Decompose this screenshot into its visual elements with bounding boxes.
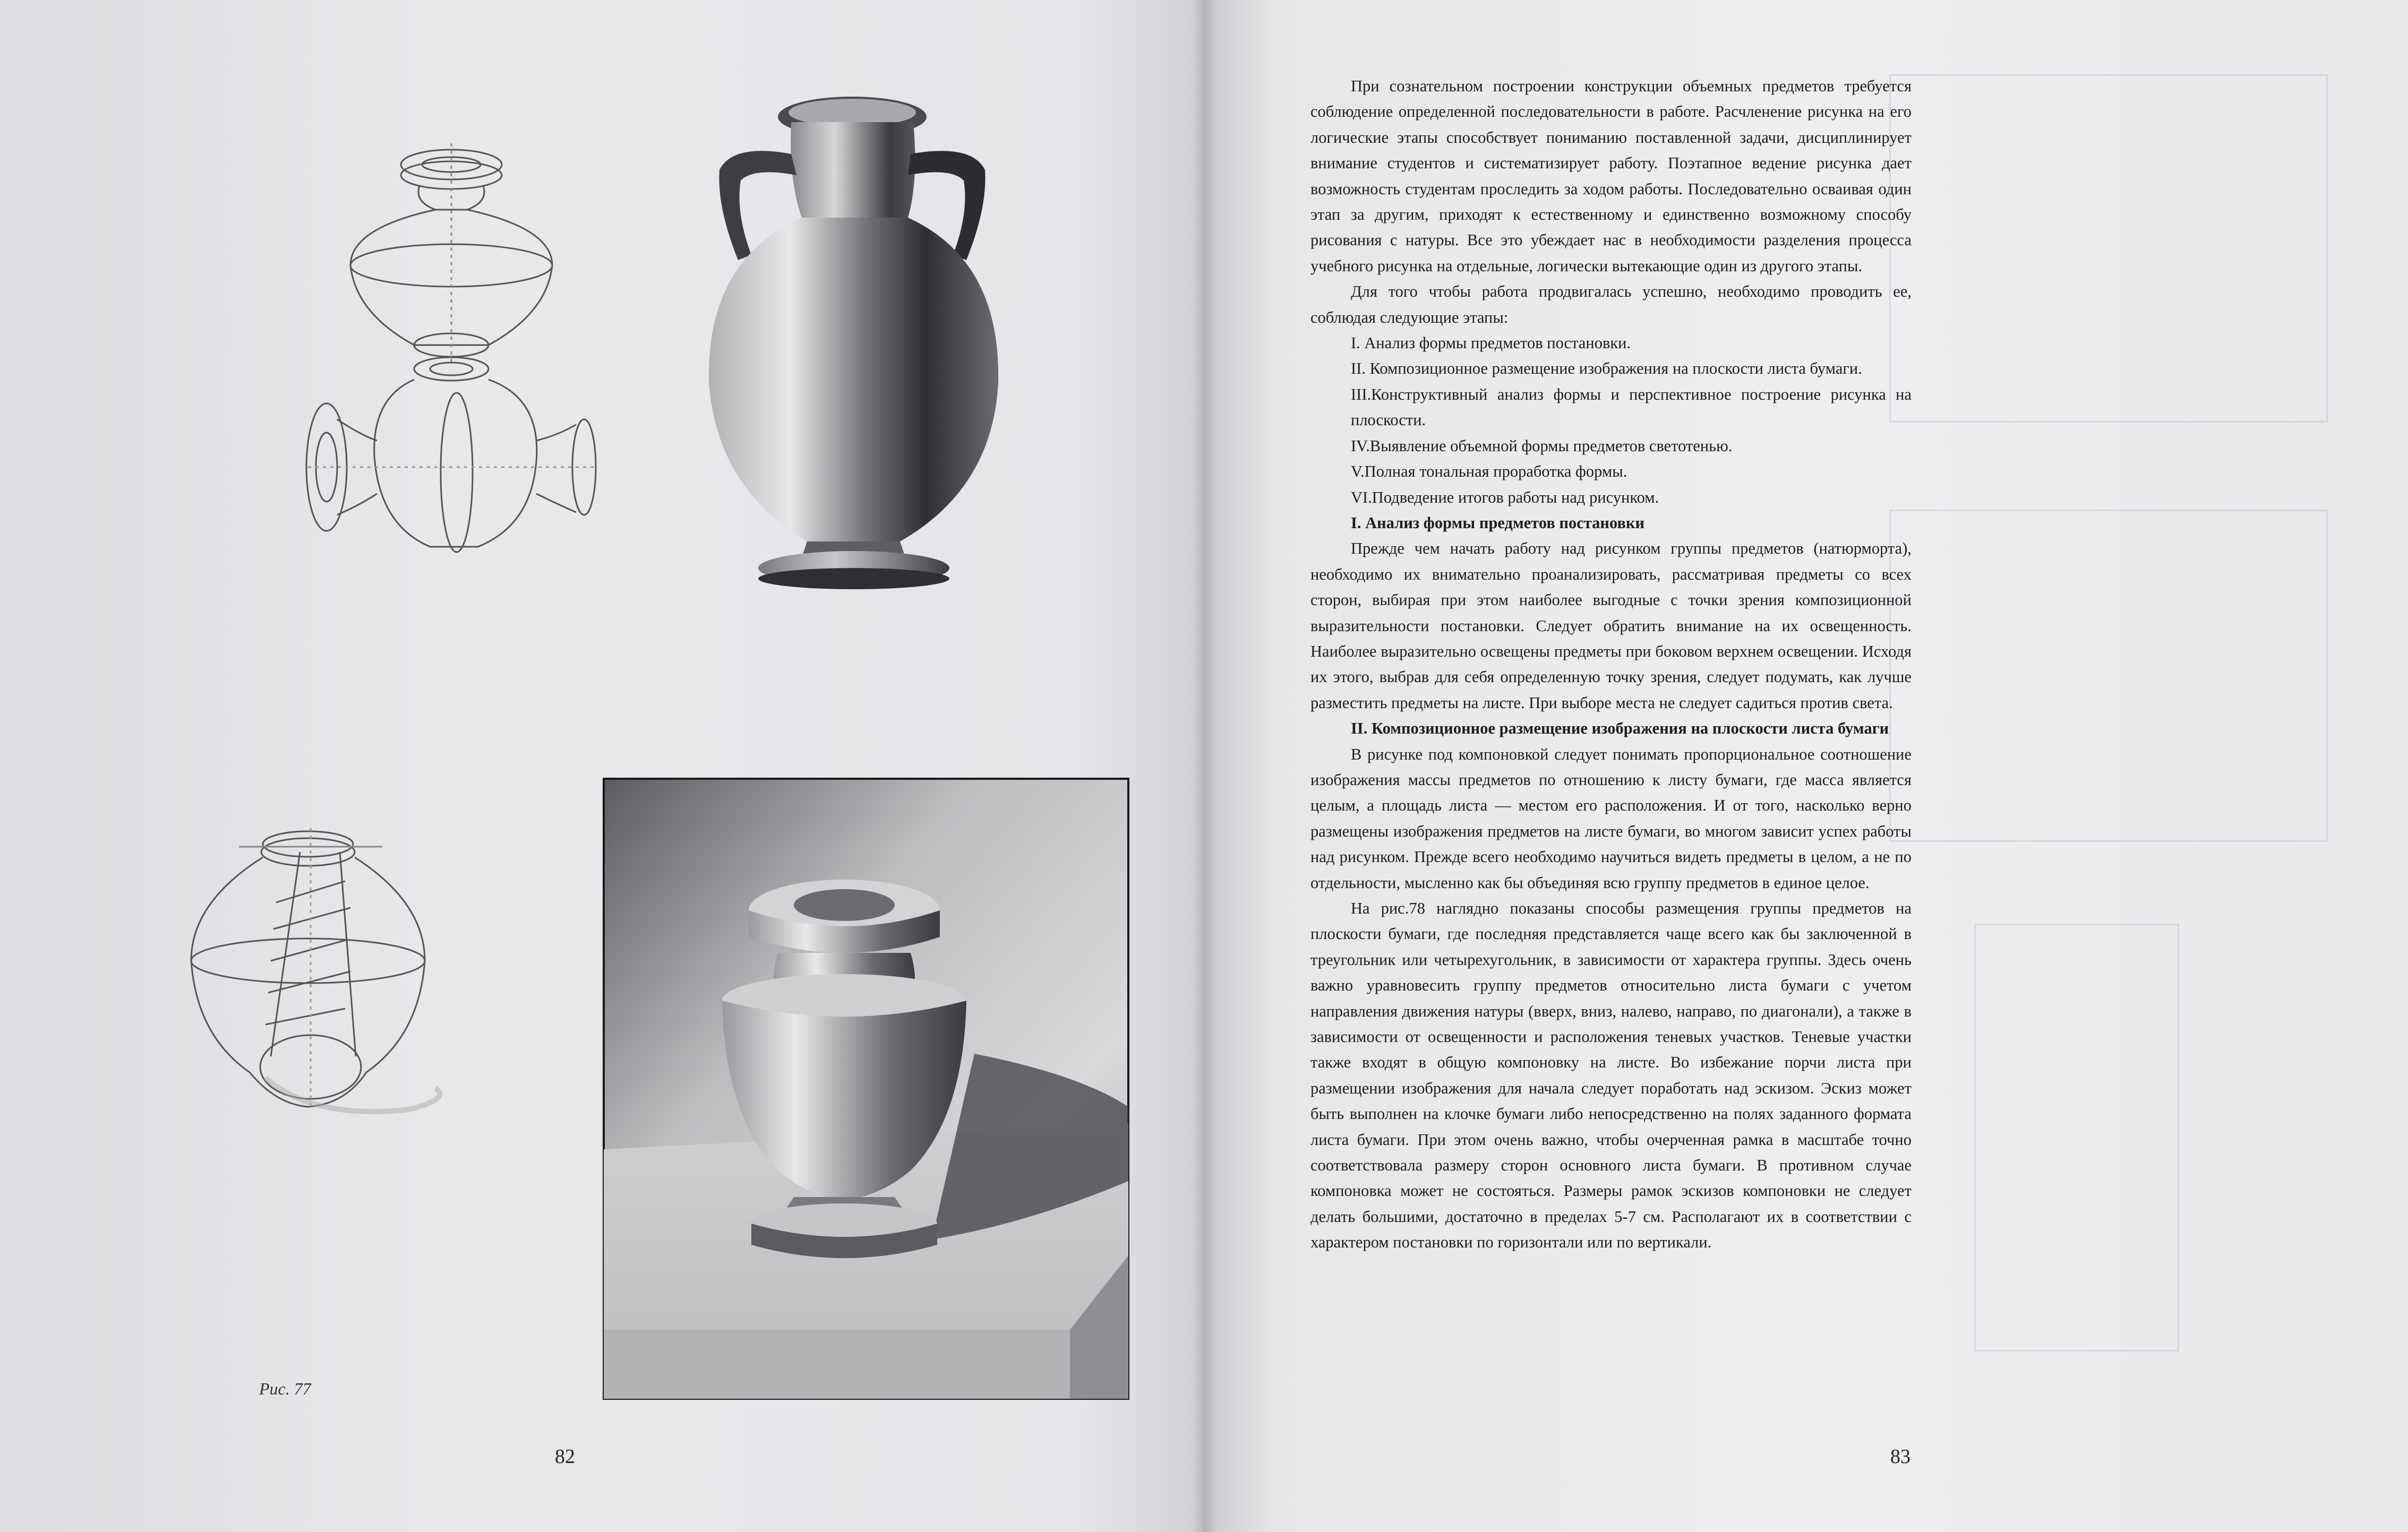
paragraph: На рис.78 наглядно показаны способы размещения группы предметов на плоскости бумаги, где последняя представляется чаще всего как бы заключенной в треугольник или четырехугольник, в зависимости от характера группы. Здесь очень важно уравновесить группу предметов относительно листа бумаги с учетом направления движения натуры (вверх, вниз, налево, направо, по диагонали), а также в зависимости от освещенности и расположения теневых участков. Теневые участки также входят в общую компоновку на листе. Во избежание порчи листа при размещении изображения для начала следует поработать над эскизом. Эскиз может быть выполнен на клочке бумаги либо непосредственно на полях заданного формата листа бумаги. При этом очень важно, чтобы очерченная рамка в масштабе точно соответствовала размеру сторон основного листа бумаги. В противном случае компоновка может не состояться. Размеры рамок эскизов компоновки не следует делать большими, достаточно в пределах 5-7 см. Располагают их в соответствии с характером постановки по горизонтали или по вертикали.: [1310, 899, 1912, 1252]
list-item: IV.Выявление объемной формы предметов светотенью.: [1351, 436, 1733, 455]
paragraph: Для того чтобы работа продвигалась успешно, необходимо проводить ее, соблюдая следующие этапы:: [1310, 282, 1912, 326]
section-heading: II. Композиционное размещение изображения на плоскости листа бумаги: [1351, 719, 1889, 738]
list-item: II. Композиционное размещение изображения на плоскости листа бумаги.: [1351, 359, 1862, 378]
page-number-left: 82: [555, 1445, 575, 1468]
page-number-right: 83: [1890, 1445, 1910, 1468]
vase-construction-sketch: [276, 122, 616, 579]
show-through-frame: [1889, 510, 2328, 842]
list-item: V.Полная тональная проработка формы.: [1351, 462, 1627, 481]
section-heading: I. Анализ формы предметов постановки: [1351, 513, 1645, 532]
paragraph: Прежде чем начать работу над рисунком группы предметов (натюрморта), необходимо их внимательно проанализировать, рассматривая предметы со всех сторон, выбирая при этом наиболее выгодные с точки зрения композиционной выразительности постановки. Следует обратить внимание на их освещенность. Наиболее выразительно освещены предметы при боковом верхнем освещении. Исходя их этого, выбрав для себя определенную точку зрения, следует подумать, как лучше разместить предметы на листе. При выборе места не следует садиться против света.: [1310, 539, 1912, 712]
list-item: III.Конструктивный анализ формы и перспективное построение рисунка на плоскости.: [1351, 385, 1912, 429]
body-text: [1310, 73, 1912, 1255]
paragraph: При сознательном построении конструкции объемных предметов требуется соблюдение определенной последовательности в работе. Расчленение рисунка на его логические этапы способствует пониманию поставленной задачи, дисциплинирует внимание студентов и систематизирует работу. Поэтапное ведение рисунка дает возможность студентам проследить за ходом работы. Последовательно осваивая один этап за другим, приходят к естественному и единственно возможному способу рисования с натуры. Все это убеждает нас в необходимости разделения процесса учебного рисунка на отдельные, логически вытекающие один из другого этапы.: [1310, 77, 1912, 275]
show-through-frame: [1889, 74, 2328, 423]
paragraph: В рисунке под компоновкой следует понимать пропорциональное соотношение изображения массы предметов по отношению к листу бумаги, где масса является целым, а площадь листа — местом его расположения. И от того, насколько верно размещены изображения предметов на листе бумаги, во многом зависит успех работы над рисунком. Прежде всего необходимо научиться видеть предметы в целом, а не по отдельности, мысленно как бы объединяя всю группу предметов в единое целое.: [1310, 745, 1912, 892]
tonal-vase-still-life: [603, 778, 1129, 1400]
list-item: VI.Подведение итогов работы над рисунком.: [1351, 488, 1659, 506]
shaded-amphora-drawing: [696, 85, 1014, 595]
book-gutter: [1192, 0, 1216, 1532]
list-item: I. Анализ формы предметов постановки.: [1351, 334, 1631, 352]
show-through-frame: [1974, 924, 2179, 1352]
pot-construction-sketch: [186, 823, 462, 1141]
figure-caption: Рис. 77: [259, 1379, 311, 1398]
